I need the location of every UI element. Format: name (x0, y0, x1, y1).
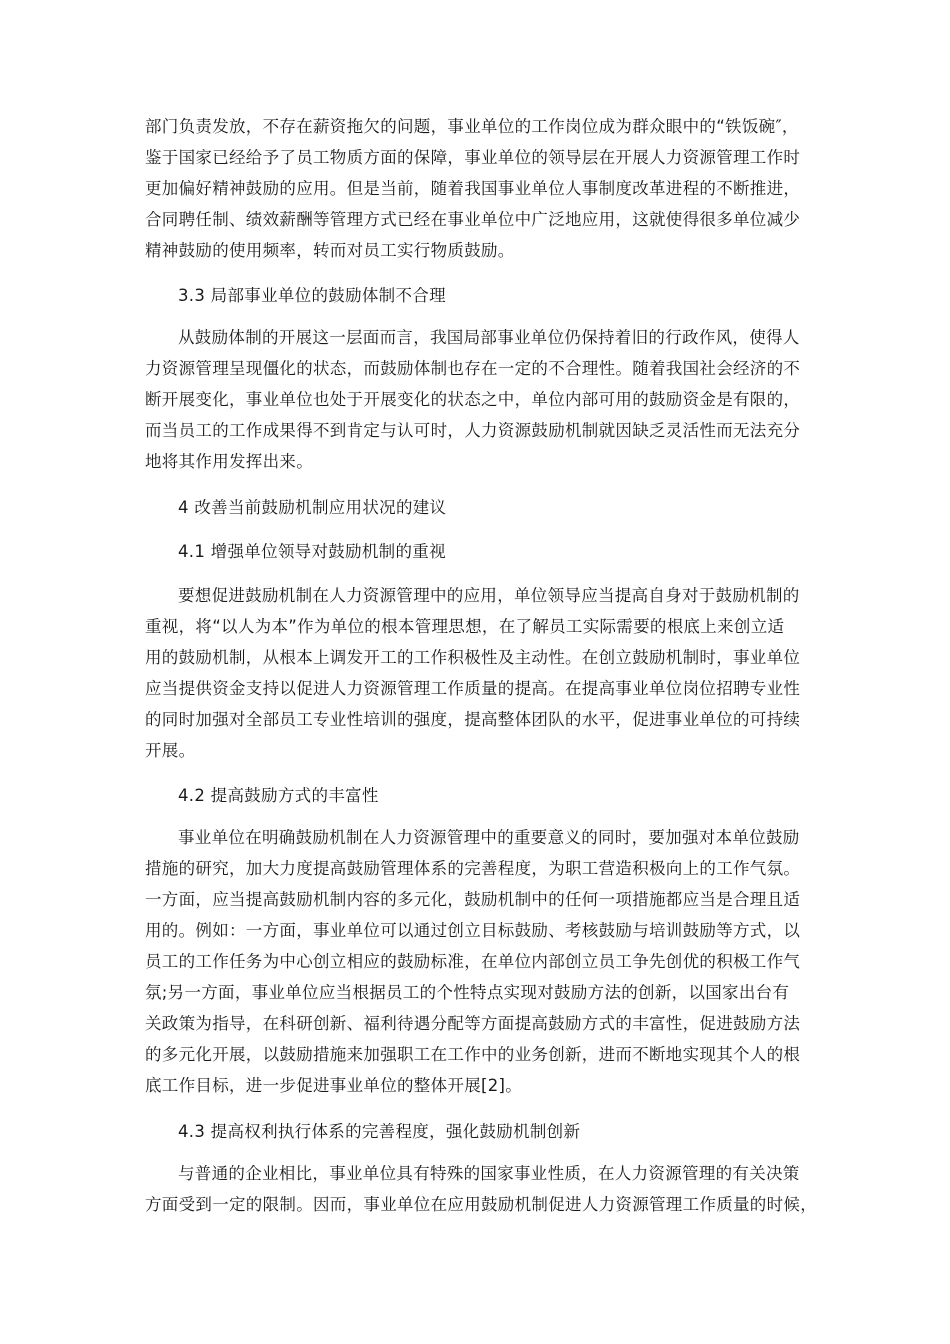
section-heading-4-2: 4.2 提高鼓励方式的丰富性 (178, 786, 379, 805)
text-line: 鉴于国家已经给予了员工物质方面的保障，事业单位的领导层在开展人力资源管理工作时 (145, 148, 801, 167)
text-line: 关政策为指导，在科研创新、福利待遇分配等方面提高鼓励方式的丰富性，促进鼓励方法 (145, 1014, 801, 1033)
text-line: 从鼓励体制的开展这一层面而言，我国局部事业单位仍保持着旧的行政作风，使得人 (178, 328, 800, 347)
paragraph-3-3 (145, 322, 805, 477)
text-line: 方面受到一定的限制。因而，事业单位在应用鼓励机制促进人力资源管理工作质量的时候， (145, 1195, 817, 1214)
text-line: 的多元化开展，以鼓励措施来加强职工在工作中的业务创新，进而不断地实现其个人的根 (145, 1045, 801, 1064)
paragraph-4-1 (145, 580, 805, 766)
text-line: 一方面，应当提高鼓励机制内容的多元化，鼓励机制中的任何一项措施都应当是合理且适 (145, 890, 801, 909)
text-line: 氛;另一方面，事业单位应当根据员工的个性特点实现对鼓励方法的创新，以国家出台有 (145, 983, 790, 1002)
paragraph-4-3 (145, 1158, 817, 1220)
text-line: 重视，将“以人为本”作为单位的根本管理思想，在了解员工实际需要的根底上来创立适 (145, 617, 785, 636)
text-line: 而当员工的工作成果得不到肯定与认可时，人力资源鼓励机制就因缺乏灵活性而无法充分 (145, 421, 801, 440)
text-line: 措施的研究，加大力度提高鼓励管理体系的完善程度，为职工营造积极向上的工作气氛。 (145, 859, 801, 878)
text-line: 员工的工作任务为中心创立相应的鼓励标准，在单位内部创立员工争先创优的积极工作气 (145, 952, 801, 971)
section-heading-4-3: 4.3 提高权利执行体系的完善程度，强化鼓励机制创新 (178, 1122, 581, 1141)
text-line: 用的。例如：一方面，事业单位可以通过创立目标鼓励、考核鼓励与培训鼓励等方式，以 (145, 921, 801, 940)
text-line: 用的鼓励机制，从根本上调发开工的工作积极性及主动性。在创立鼓励机制时，事业单位 (145, 648, 801, 667)
text-line: 合同聘任制、绩效薪酬等管理方式已经在事业单位中广泛地应用，这就使得很多单位减少 (145, 210, 801, 229)
section-heading-4-1: 4.1 增强单位领导对鼓励机制的重视 (178, 542, 446, 561)
text-line: 与普通的企业相比，事业单位具有特殊的国家事业性质，在人力资源管理的有关决策 (178, 1164, 800, 1183)
text-line: 地将其作用发挥出来。 (145, 452, 313, 471)
paragraph-continued (145, 111, 805, 266)
text-line: 力资源管理呈现僵化的状态，而鼓励体制也存在一定的不合理性。随着我国社会经济的不 (145, 359, 801, 378)
text-line: 更加偏好精神鼓励的应用。但是当前，随着我国事业单位人事制度改革进程的不断推进， (145, 179, 801, 198)
section-heading-3-3: 3.3 局部事业单位的鼓励体制不合理 (178, 286, 446, 305)
text-line: 要想促进鼓励机制在人力资源管理中的应用，单位领导应当提高自身对于鼓励机制的 (178, 586, 800, 605)
paragraph-4-2 (145, 822, 805, 1101)
text-line: 事业单位在明确鼓励机制在人力资源管理中的重要意义的同时，要加强对本单位鼓励 (178, 828, 800, 847)
text-line: 部门负责发放，不存在薪资拖欠的问题，事业单位的工作岗位成为群众眼中的“铁饭碗″， (145, 117, 799, 136)
text-line: 应当提供资金支持以促进人力资源管理工作质量的提高。在提高事业单位岗位招聘专业性 (145, 679, 801, 698)
text-line: 开展。 (145, 741, 196, 760)
text-line: 精神鼓励的使用频率，转而对员工实行物质鼓励。 (145, 241, 515, 260)
text-line: 的同时加强对全部员工专业性培训的强度，提高整体团队的水平，促进事业单位的可持续 (145, 710, 801, 729)
text-line: 断开展变化，事业单位也处于开展变化的状态之中，单位内部可用的鼓励资金是有限的， (145, 390, 801, 409)
text-line: 底工作目标，进一步促进事业单位的整体开展[2]。 (145, 1076, 523, 1095)
section-heading-4: 4 改善当前鼓励机制应用状况的建议 (178, 498, 447, 517)
